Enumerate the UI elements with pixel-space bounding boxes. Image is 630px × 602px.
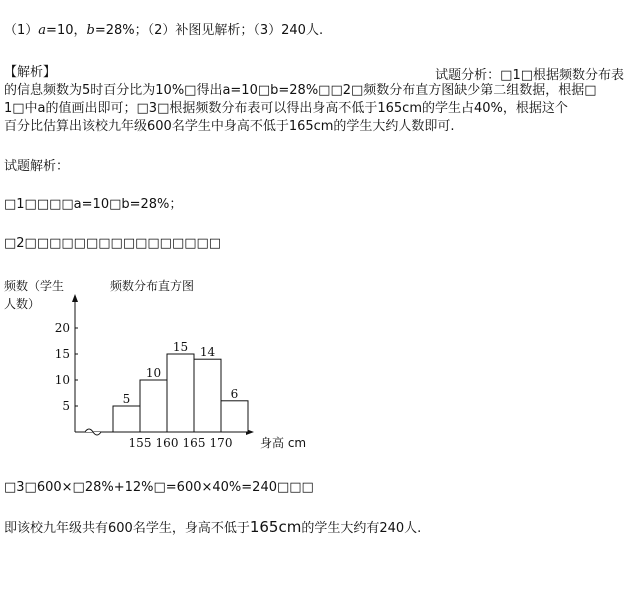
histogram-bar	[194, 359, 221, 432]
conclusion-after: 的学生大约有240人.	[301, 521, 422, 536]
answer-part-2: =10，	[46, 23, 87, 38]
conclusion-before: 即该校九年级共有600名学生，身高不低于	[4, 521, 250, 536]
answer-part-1: （1）	[4, 23, 39, 38]
variable-a: a	[38, 23, 47, 38]
answer-line	[4, 22, 323, 40]
y-tick-label: 15	[54, 347, 70, 361]
chart-ylabel-line1: 频数（学生	[4, 279, 65, 293]
analysis-line-2: 的信息频数为5时百分比为10%□得出a=10□b=28%□□2□频数分布直方图缺少第二组数据，根据□	[4, 83, 597, 98]
chart-xlabel: 身高 cm	[260, 436, 307, 450]
histogram-bar	[113, 406, 140, 432]
solution-title: 试题解析：	[4, 159, 70, 174]
bar-value-label: 14	[199, 345, 216, 360]
analysis-line-4: 百分比估算出该校九年级600名学生中身高不低于165cm的学生大约人数即可.	[4, 119, 455, 134]
y-tick-label: 10	[54, 373, 70, 387]
x-tick-label: 165	[182, 436, 206, 450]
y-tick-label: 5	[62, 399, 70, 413]
histogram-bar	[167, 354, 194, 432]
chart-ylabel-line2: 人数）	[4, 297, 41, 311]
y-axis-arrow	[72, 294, 78, 302]
x-tick-label: 155	[128, 436, 152, 450]
step-1: □1□□□□a=10□b=28%；	[4, 197, 183, 212]
step-3: □3□600×□28%+12%□=600×40%=240□□□	[4, 480, 314, 495]
variable-b: b	[86, 23, 95, 38]
x-tick-label: 160	[155, 436, 179, 450]
answer-part-3: =28%；（2）补图见解析；（3）240人.	[94, 23, 324, 38]
analysis-tag: 【解析】	[4, 65, 57, 80]
conclusion-height: 165cm	[249, 518, 302, 536]
y-tick-label: 20	[54, 321, 70, 335]
conclusion	[4, 518, 421, 538]
bar-value-label: 15	[172, 340, 189, 354]
histogram-bar	[140, 380, 167, 432]
histogram-chart	[0, 270, 630, 470]
axis-break-mark	[85, 429, 101, 435]
chart-title: 频数分布直方图	[110, 279, 195, 293]
step-2: □2□□□□□□□□□□□□□□□□	[4, 236, 222, 251]
x-tick-label: 170	[209, 436, 233, 450]
bar-value-label: 6	[230, 386, 239, 401]
bar-value-label: 10	[145, 366, 162, 380]
analysis-right-label: 试题分析：□1□根据频数分布表	[435, 68, 624, 83]
histogram-bar	[221, 401, 248, 432]
bar-value-label: 5	[122, 392, 131, 406]
analysis-line-3: 1□中a的值画出即可；□3□根据频数分布表可以得出身高不低于165cm的学生占40%，根据这个	[4, 101, 568, 116]
